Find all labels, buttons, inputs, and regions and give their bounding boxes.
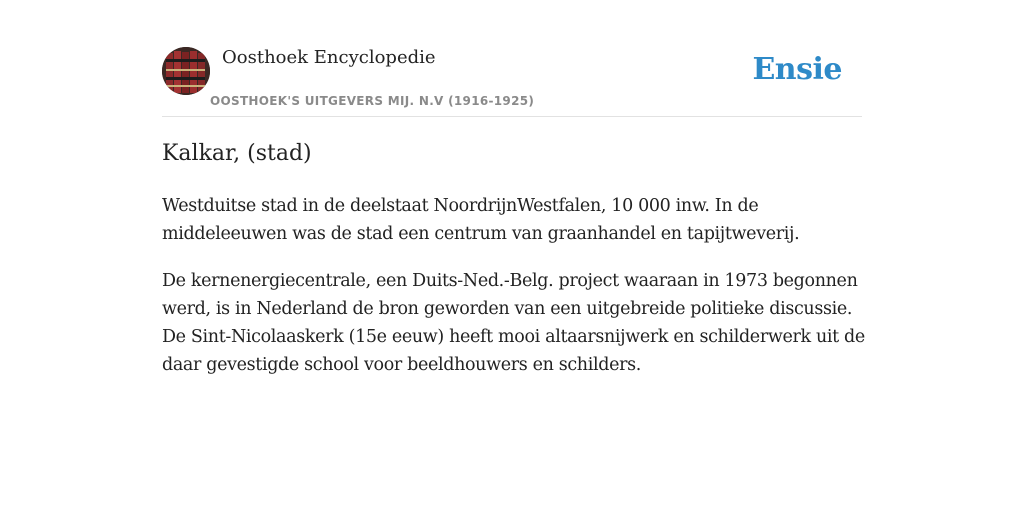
article-paragraph: Westduitse stad in de deelstaat NoordrijnWestfalen, 10 000 inw. In de middeleeuwen was de stad een centrum van graanhandel en tapijtweverij. [162,196,800,244]
source-avatar[interactable] [162,47,210,95]
book-spines-icon [162,47,210,95]
article [162,138,868,379]
source-header [162,46,862,117]
article-paragraph: De kernenergiecentrale, een Duits-Ned.-Belg. project waaraan in 1973 begonnen werd, is in Nederland de bron geworden van een uitgebreide politieke discussie. De Sint-Nicolaaskerk (15e eeuw) heeft mooi altaarsnijwerk en schilderwerk uit de daar gevestigde school voor beeldhouwers en schilders. [162,271,865,375]
ensie-logo[interactable]: Ensie [752,52,842,87]
source-subtitle: OOSTHOEK'S UITGEVERS MIJ. N.V (1916-1925) [210,94,535,108]
article-title: Kalkar, (stad) [162,141,312,166]
source-title[interactable]: Oosthoek Encyclopedie [222,47,436,68]
